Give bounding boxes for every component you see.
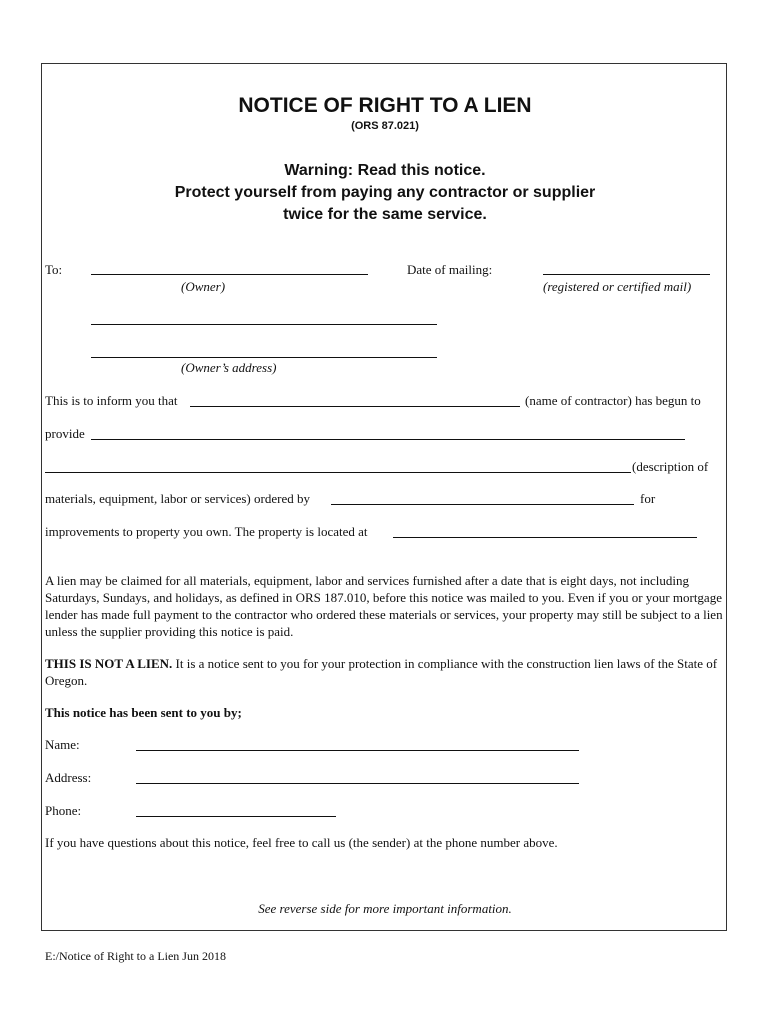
address-label: Address: bbox=[45, 770, 92, 785]
mail-caption: (registered or certified mail) bbox=[543, 279, 692, 294]
warning-line-2: Protect yourself from paying any contractor or supplier bbox=[174, 184, 596, 201]
reverse-side-note: See reverse side for more important information. bbox=[258, 901, 512, 916]
ordered-by-field[interactable] bbox=[331, 504, 634, 505]
owner-caption: (Owner) bbox=[181, 279, 226, 294]
owner-address-line-1[interactable] bbox=[91, 324, 437, 325]
not-a-lien-bold: THIS IS NOT A LIEN. bbox=[45, 656, 173, 671]
inform-prefix: This is to inform you that bbox=[45, 393, 178, 408]
provide-label: provide bbox=[45, 426, 85, 441]
questions-text: If you have questions about this notice, feel free to call us (the sender) at the phone number above. bbox=[45, 835, 558, 850]
ordered-prefix: materials, equipment, labor or services) ordered by bbox=[45, 491, 310, 506]
sender-name-field[interactable] bbox=[136, 750, 579, 751]
improvements-prefix: improvements to property you own. The property is located at bbox=[45, 524, 368, 539]
inform-suffix: (name of contractor) has begun to bbox=[525, 393, 701, 408]
warning-block bbox=[0, 160, 770, 226]
contractor-name-field[interactable] bbox=[190, 406, 520, 407]
warning-line-1: Warning: Read this notice. bbox=[284, 162, 486, 179]
phone-label: Phone: bbox=[45, 803, 82, 818]
description-field[interactable] bbox=[45, 472, 631, 473]
owner-address-caption: (Owner’s address) bbox=[181, 360, 277, 375]
ordered-suffix: for bbox=[640, 491, 656, 506]
date-of-mailing-label: Date of mailing: bbox=[407, 262, 493, 277]
to-label: To: bbox=[45, 262, 63, 277]
sender-address-field[interactable] bbox=[136, 783, 579, 784]
owner-address-line-2[interactable] bbox=[91, 357, 437, 358]
lien-paragraph: A lien may be claimed for all materials, equipment, labor and services furnished after a date that is eight days, not including Saturdays, Sundays, and holidays, as defined in ORS 187.010, before this notice was mailed to you. Even if you or your mortgage lender has made full payment to the contractor who ordered these materials or services, your property may still be subject to a lien unless the supplier providing this notice is paid. bbox=[45, 573, 723, 639]
sent-by-heading: This notice has been sent to you by; bbox=[45, 705, 242, 720]
not-a-lien-paragraph bbox=[45, 655, 725, 689]
date-of-mailing-field[interactable] bbox=[543, 274, 710, 275]
warning-line-3: twice for the same service. bbox=[283, 206, 487, 223]
file-footer: E:/Notice of Right to a Lien Jun 2018 bbox=[45, 949, 226, 963]
sender-phone-field[interactable] bbox=[136, 816, 336, 817]
provide-field[interactable] bbox=[91, 439, 685, 440]
not-a-lien-rest: It is a notice sent to you for your protection in compliance with the construction lien laws of the State of Oregon. bbox=[45, 656, 718, 688]
owner-name-field[interactable] bbox=[91, 274, 368, 275]
name-label: Name: bbox=[45, 737, 80, 752]
description-suffix: (description of bbox=[632, 459, 709, 474]
property-location-field[interactable] bbox=[393, 537, 697, 538]
form-title: NOTICE OF RIGHT TO A LIEN bbox=[238, 94, 532, 117]
statute-reference: (ORS 87.021) bbox=[351, 120, 419, 132]
